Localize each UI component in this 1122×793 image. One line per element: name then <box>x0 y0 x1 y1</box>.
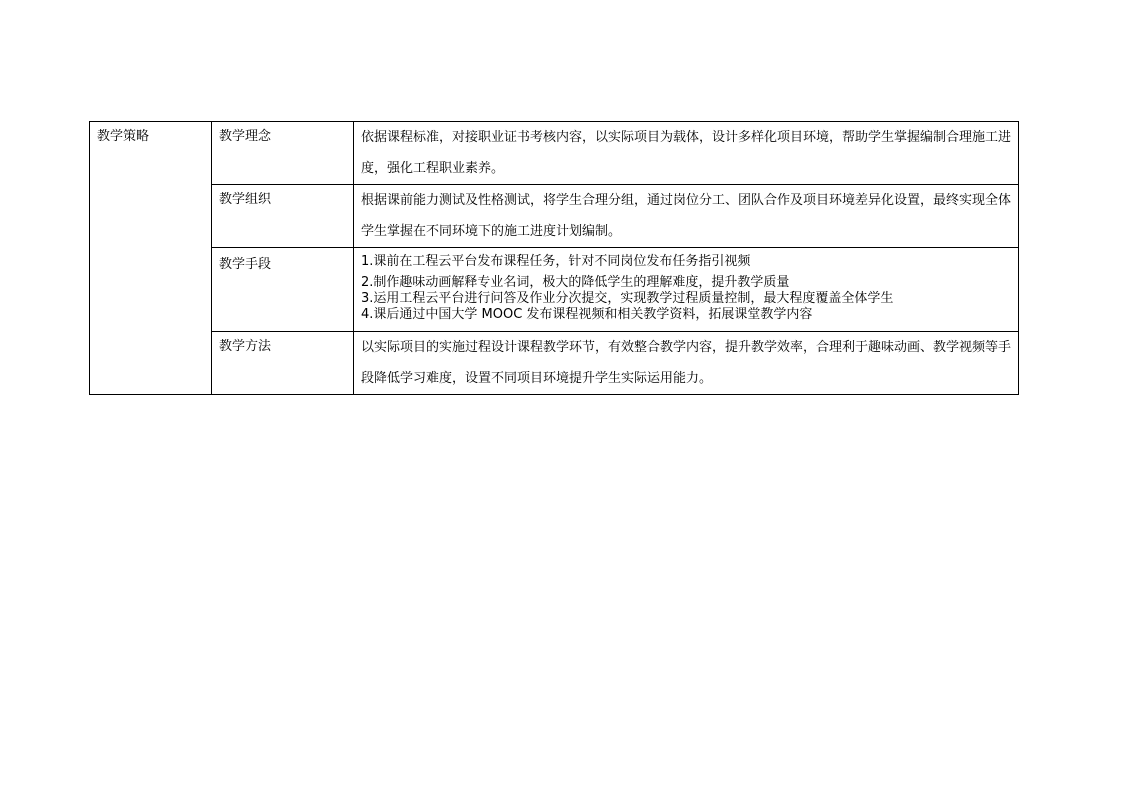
list-item: 2.制作趣味动画解释专业名词，极大的降低学生的理解难度，提升教学质量 <box>361 275 790 290</box>
row-label-teaching-methods: 教学方法 <box>219 339 272 354</box>
row-label-teaching-means: 教学手段 <box>219 257 272 272</box>
teaching-philosophy-text: 依据课程标准，对接职业证书考核内容，以实际项目为载体，设计多样化项目环境，帮助学生掌握编制合理施工进度，强化工程职业素养。 <box>361 130 1012 176</box>
row-label-teaching-philosophy: 教学理念 <box>219 129 272 144</box>
category-cell <box>90 122 212 395</box>
row-content-cell <box>354 122 1019 185</box>
row-label-cell <box>212 248 354 332</box>
list-item: 1.课前在工程云平台发布课程任务，针对不同岗位发布任务指引视频 <box>361 254 751 269</box>
teaching-strategy-table <box>89 121 1019 395</box>
row-content-cell <box>354 185 1019 248</box>
teaching-organization-text: 根据课前能力测试及性格测试，将学生合理分组，通过岗位分工、团队合作及项目环境差异化设置，最终实现全体学生掌握在不同环境下的施工进度计划编制。 <box>361 193 1012 239</box>
row-content-cell <box>354 332 1019 395</box>
row-label-cell <box>212 122 354 185</box>
row-label-cell <box>212 332 354 395</box>
table-row <box>90 248 1019 332</box>
table-row <box>90 332 1019 395</box>
list-item: 4.课后通过中国大学 MOOC 发布课程视频和相关教学资料，拓展课堂教学内容 <box>361 307 813 322</box>
list-item: 3.运用工程云平台进行问答及作业分次提交，实现教学过程质量控制，最大程度覆盖全体学生 <box>361 291 894 306</box>
table-row <box>90 185 1019 248</box>
row-label-teaching-organization: 教学组织 <box>219 192 272 207</box>
category-label: 教学策略 <box>97 129 150 144</box>
row-label-cell <box>212 185 354 248</box>
teaching-methods-text: 以实际项目的实施过程设计课程教学环节，有效整合教学内容，提升教学效率，合理利于趣味动画、教学视频等手段降低学习难度，设置不同项目环境提升学生实际运用能力。 <box>361 340 1012 386</box>
table-row <box>90 122 1019 185</box>
row-content-cell <box>354 248 1019 332</box>
teaching-means-list <box>354 248 1018 331</box>
